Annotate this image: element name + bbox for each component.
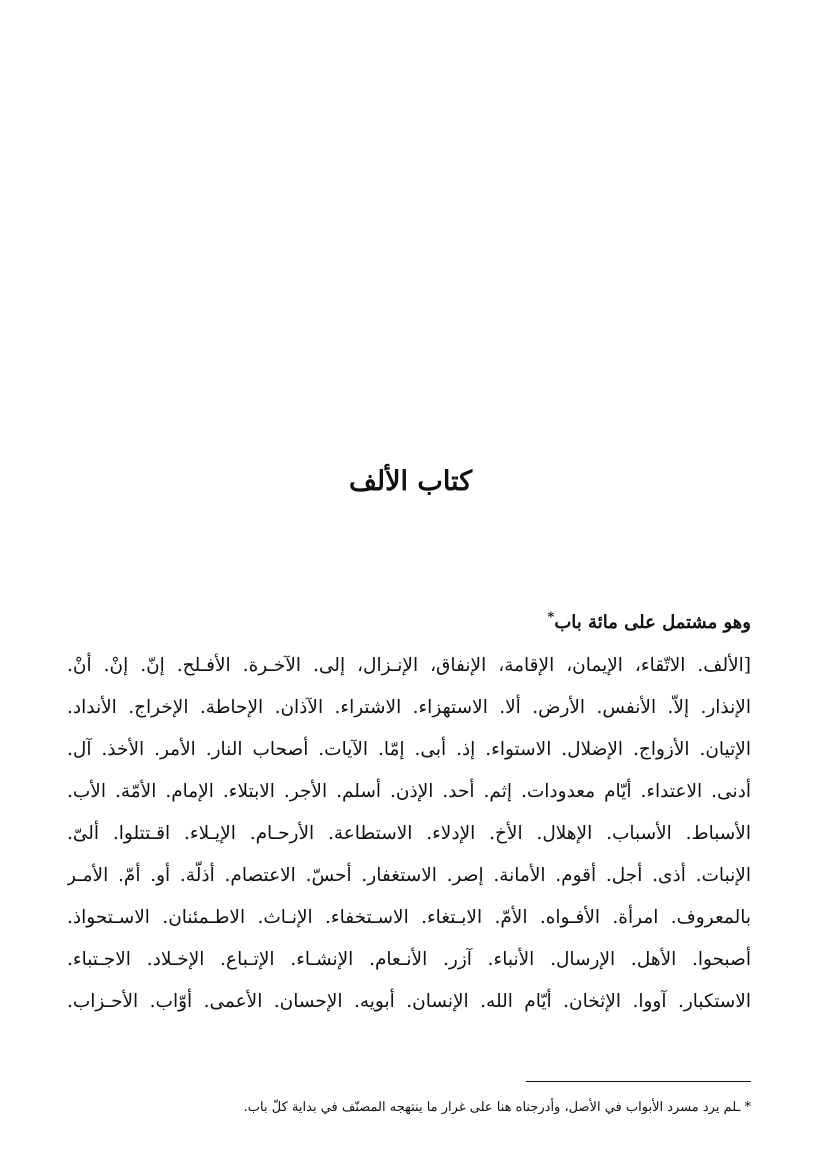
chapter-subtitle — [61, 603, 751, 638]
paragraph-line: أدنى. الاعتداء. أيّام معدودات. إثم. أحد. الإذن. أسلم. الأجر. الابتلاء. الإمام. الأمّة. الأب. — [67, 781, 751, 802]
chapter-title: كتاب الألف — [348, 466, 473, 497]
paragraph-line: الاستكبار. آووا. الإثخان. أيّام الله. الإنسان. أبويه. الإحسان. الأعمى. أوّاب. الأحـزاب. — [67, 991, 751, 1012]
paragraph-line: الإنذار. إلاّ. الأنفس. الأرض. ألا. الاستهزاء. الاشتراء. الآذان. الإحاطة. الإخراج. الأنداد. — [67, 697, 751, 718]
paragraph-line: أصبحوا. الأهل. الإرسال. الأنباء. آزر. الأنـعام. الإنشـاء. الإتـباع. الإخـلاد. الاجـتباء. — [67, 949, 751, 970]
paragraph-line: [الألف. الاتّقاء، الإيمان، الإقامة، الإنفاق، الإنـزال، إلى. الآخـرة. الأفـلح. إنّ. إنْ. أنْ. — [67, 655, 751, 676]
footnote-divider — [526, 1081, 751, 1082]
paragraph-line: بالمعروف. امرأة. الأفـواه. الأمّ. الابـتغاء. الاسـتخفاء. الإنـاث. الاطـمئنان. الاسـتحواذ. — [67, 907, 751, 928]
paragraph-line: الأسباط. الأسباب. الإهلال. الأخ. الإدلاء. الاستطاعة. الأرحـام. الإيـلاء. اقـتتلوا. ألىّ. — [67, 823, 751, 844]
paragraph-line: الإتيان. الأزواج. الإضلال. الاستواء. إذ. أبى. إمّا. الآيات. أصحاب النار. الأمر. الأخذ. آل. — [67, 739, 751, 760]
footnote-text: * ـلم يرد مسرد الأبواب في الأصل، وأدرجناه هنا على غرار ما ينتهجه المصنّف في بداية كلّ باب. — [243, 1100, 751, 1115]
subtitle-text: وهو مشتمل على مائة باب — [554, 612, 751, 633]
chapter-index-paragraph — [67, 645, 751, 1023]
paragraph-line: الإنبات. أذى. أجل. أقوم. الأمانة. إصر. الاستغفار. أحسّ. الاعتصام. أذلّة. أو. أمّ. الأمـر — [67, 865, 751, 886]
footnote-marker: * — [547, 610, 555, 625]
